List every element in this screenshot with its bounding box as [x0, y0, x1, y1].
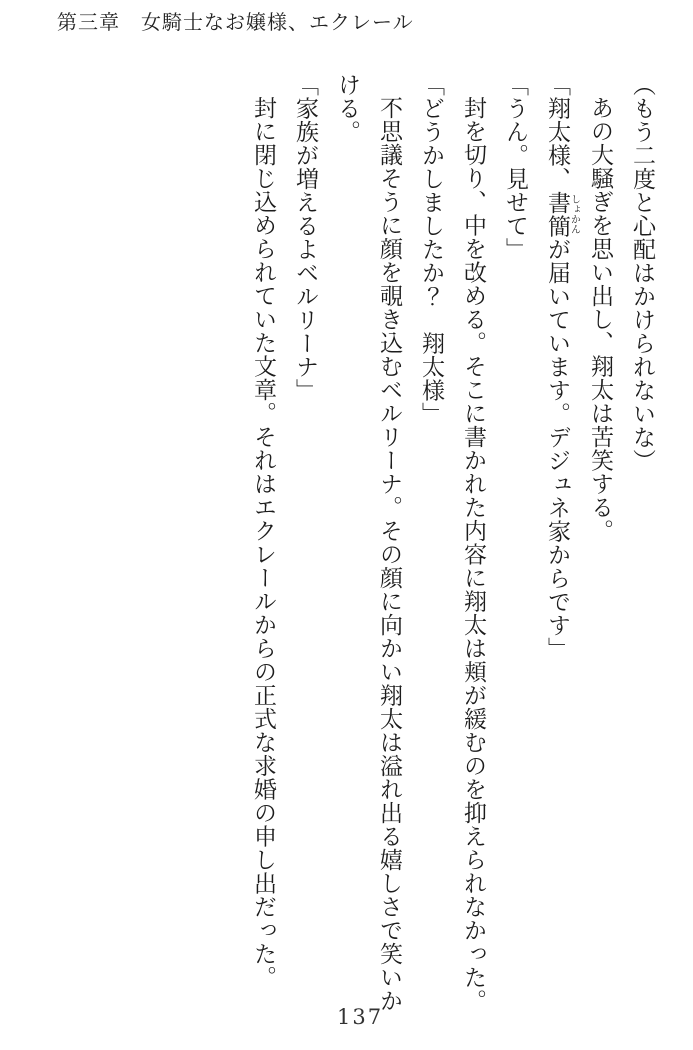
text-column-6: 「どうかしましたか？ 翔太様」: [418, 73, 444, 426]
furigana-shokan: [544, 190, 580, 238]
text-column-3: [536, 73, 579, 1009]
text-column-7: 不思議そうに顔を覗き込むベルリーナ。その顔に向かい翔太は溢れ出る嬉しさで笑いか: [376, 96, 402, 1013]
chapter-header: 第三章 女騎士なお嬢様、エクレール: [57, 10, 414, 34]
text-segment-post: が届いています。デジュネ家からです」: [544, 237, 570, 661]
ruby-reading: しょかん: [568, 190, 580, 238]
text-column-10: 封に閉じ込められていた文章。それはエクレールからの正式な求婚の申し出だった。: [250, 96, 276, 989]
text-column-4: 「うん。見せて」: [502, 73, 528, 261]
text-column-9: 「家族が増えるよベルリーナ」: [292, 73, 318, 402]
text-column-5: 封を切り、中を改める。そこに書かれた内容に翔太は頬が緩むのを抑えられなかった。: [460, 96, 486, 1013]
text-column-2: あの大騒ぎを思い出し、翔太は苦笑する。: [587, 96, 613, 543]
text-column-1: （もう二度と心配はかけられないな）: [629, 73, 655, 473]
text-column-8: ける。: [334, 73, 360, 144]
ruby-base: 書簡: [544, 190, 570, 238]
page-number: 137: [337, 1005, 384, 1029]
text-segment-pre: 「翔太様、: [544, 73, 570, 191]
main-text-block: [242, 73, 663, 1013]
